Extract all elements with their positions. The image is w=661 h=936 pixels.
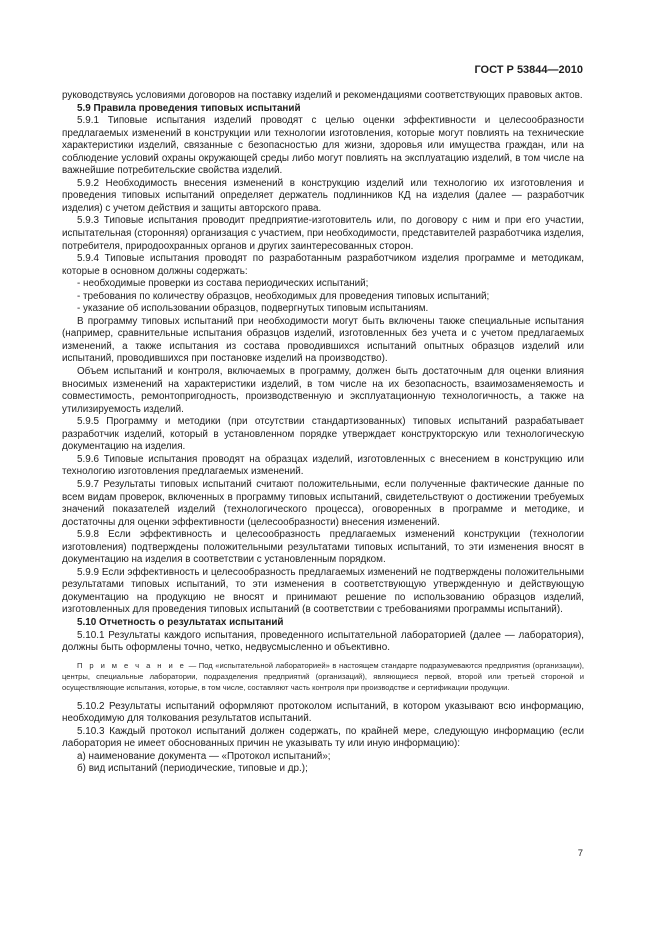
paragraph-5-9-1: 5.9.1 Типовые испытания изделий проводят с целью оценки эффективности и целесообразности предлагаемых изменений в конструкции или технологии изготовления, которые могут повлиять на технические характеристики изделий, связанные с безопасностью для жизни, здоровья или имущества граждан, или на соблюдение условий охраны окружающей среды либо могут повлиять на эксплуатацию изделий, в том числе на важнейшие потребительские свойства изделий.: [62, 115, 584, 177]
document-header: ГОСТ Р 53844—2010: [474, 64, 583, 76]
note-text: — Под «испытательной лабораторией» в настоящем стандарте подразумеваются предприятия (организации), центры, специальные лаборатории, подразделения предприятий (организаций), являющиеся первой, второй или третьей стороной и осуществляющие испытания, которые, в том числе, составляют часть контроля при производстве и сертификации продукции.: [62, 660, 584, 692]
paragraph-5-10-3: 5.10.3 Каждый протокол испытаний должен содержать, по крайней мере, следующую информацию (если лаборатория не имеет обоснованных причин не указывать ту или иную информацию):: [62, 725, 584, 750]
list-item: - требования по количеству образцов, необходимых для проведения типовых испытаний;: [77, 290, 490, 302]
paragraph-5-9-9: 5.9.9 Если эффективность и целесообразность предлагаемых изменений не подтверждены положительными результатами типовых испытаний, то эти изменения в соответствующую утвержденную и действующую документацию на продукцию не вносят и принимают решение по использованию образцов изделий, изготовленных для проведения типовых испытаний (в соответствии с требованиями программы испытаний).: [62, 566, 584, 616]
paragraph-5-10-2: 5.10.2 Результаты испытаний оформляют протоколом испытаний, в котором указывают всю информацию, необходимую для толкования результатов испытаний.: [62, 700, 584, 725]
document-body: [62, 90, 584, 776]
section-heading-5-9: 5.9 Правила проведения типовых испытаний: [77, 102, 301, 114]
paragraph-5-10-1: 5.10.1 Результаты каждого испытания, проведенного испытательной лабораторией (далее — лаборатория), должны быть оформлены точно, четко, недвусмысленно и объективно.: [62, 629, 584, 654]
paragraph-5-9-4: 5.9.4 Типовые испытания проводят по разработанным разработчиком изделия программе и методикам, которые в основном должны содержать:: [62, 253, 584, 277]
note: [62, 660, 584, 693]
list-item: - необходимые проверки из состава периодических испытаний;: [77, 278, 369, 290]
paragraph-5-9-6: 5.9.6 Типовые испытания проводят на образцах изделий, изготовленных с внесением в конструкцию или технологию изготовления предлагаемых изменений.: [62, 453, 584, 478]
paragraph: В программу типовых испытаний при необходимости могут быть включены также специальные испытания (например, сравнительные испытания образцов изделий, изготовленных без учета и с учетом предлагаемых изменений, а также испытания из состава проводившихся испытаний опытных образцов изделий или испытаний, проводившихся при постановке изделий на производство).: [62, 315, 584, 365]
section-heading-5-10: 5.10 Отчетность о результатах испытаний: [77, 616, 284, 628]
list-item: - указание об использовании образцов, подвергнутых типовым испытаниям.: [77, 303, 429, 315]
note-label: П р и м е ч а н и е: [77, 660, 187, 670]
paragraph: Объем испытаний и контроля, включаемых в программу, должен быть достаточным для оценки влияния вносимых изменений на характеристики изделий, в том числе на их безопасность, взаимозаменяемость и совместимость, ремонтопригодность, производственную и эксплуатационную технологичность, а также на утилизируемость изделий.: [62, 366, 584, 415]
paragraph: руководствуясь условиями договоров на поставку изделий и рекомендациями соответствующих правовых актов.: [62, 90, 583, 101]
paragraph-5-9-8: 5.9.8 Если эффективность и целесообразность предлагаемых изменений конструкции (технологии изготовления) подтверждены положительными результатами типовых испытаний, то эти изменения вносят в документацию на изделия в соответствии с установленным порядком.: [62, 529, 584, 566]
paragraph-5-9-7: 5.9.7 Результаты типовых испытаний считают положительными, если полученные фактические данные по всем видам проверок, включенных в программу типовых испытаний, свидетельствуют о достижении требуемых значений показателей изделий (технологического процесса), оговоренных в программе и методике, и достаточны для оценки эффективности (целесообразности) внесения изменений.: [62, 478, 584, 528]
paragraph-5-9-2: 5.9.2 Необходимость внесения изменений в конструкцию изделий или технологию их изготовления и проведения типовых испытаний определяет держатель подлинников КД на изделия (далее — разработчик изделия) с учетом действия и защиты авторского права.: [62, 177, 584, 214]
page-number: 7: [577, 848, 583, 859]
list-item: а) наименование документа — «Протокол испытаний»;: [77, 750, 331, 762]
paragraph-5-9-3: 5.9.3 Типовые испытания проводит предприятие-изготовитель или, по договору с ним и при его участии, испытательная (сторонняя) организация с участием, при необходимости, представителей разработчика изделия, потребителя, природоохранных органов и других заинтересованных сторон.: [62, 215, 584, 252]
list-item: б) вид испытаний (периодические, типовые и др.);: [77, 763, 308, 775]
paragraph-5-9-5: 5.9.5 Программу и методики (при отсутствии стандартизованных) типовых испытаний разрабатывает разработчик изделий, который в установленном порядке утверждает конструкторскую или технологическую документацию на изделия.: [62, 416, 584, 453]
